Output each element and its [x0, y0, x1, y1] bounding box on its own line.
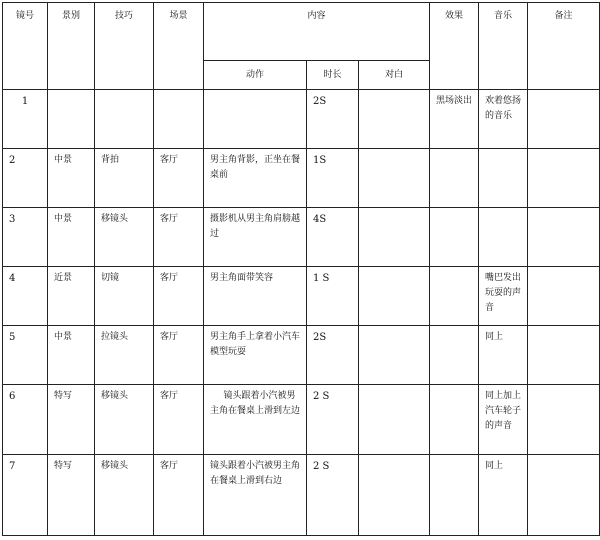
cell-remarks [528, 149, 600, 208]
cell-duration: 2 S [307, 455, 359, 536]
cell-remarks [528, 326, 600, 385]
header-dialogue: 对白 [359, 61, 430, 90]
cell-scale: 中景 [48, 149, 95, 208]
cell-action: 男主角面带笑容 [204, 267, 307, 326]
cell-scene [154, 90, 204, 149]
cell-technique: 背拍 [95, 149, 154, 208]
header-row [3, 3, 600, 61]
cell-effect: 黑场淡出 [430, 90, 479, 149]
cell-effect [430, 267, 479, 326]
header-action: 动作 [204, 61, 307, 90]
cell-shot: 4 [3, 267, 48, 326]
cell-effect [430, 455, 479, 536]
cell-technique: 拉镜头 [95, 326, 154, 385]
cell-scale: 中景 [48, 208, 95, 267]
cell-music [479, 149, 528, 208]
cell-technique: 移镜头 [95, 385, 154, 455]
table-row [3, 208, 600, 267]
cell-effect [430, 326, 479, 385]
cell-duration: 2 S [307, 385, 359, 455]
cell-technique: 切镜 [95, 267, 154, 326]
cell-shot: 7 [3, 455, 48, 536]
header-content: 内容 [204, 3, 430, 61]
header-technique: 技巧 [95, 3, 154, 90]
header-scene: 场景 [154, 3, 204, 90]
header-remarks: 备注 [528, 3, 600, 90]
header-duration: 时长 [307, 61, 359, 90]
cell-scene: 客厅 [154, 326, 204, 385]
cell-duration: 1S [307, 149, 359, 208]
cell-scene: 客厅 [154, 208, 204, 267]
cell-dialogue [359, 455, 430, 536]
cell-shot: 2 [3, 149, 48, 208]
table-row [3, 267, 600, 326]
cell-scale: 特写 [48, 385, 95, 455]
cell-remarks [528, 455, 600, 536]
cell-action: 男主角手上拿着小汽车模型玩耍 [204, 326, 307, 385]
cell-effect [430, 208, 479, 267]
cell-shot: 1 [3, 90, 48, 149]
storyboard-table [2, 2, 600, 536]
header-music: 音乐 [479, 3, 528, 90]
cell-dialogue [359, 385, 430, 455]
cell-action [204, 90, 307, 149]
cell-remarks [528, 385, 600, 455]
cell-technique [95, 90, 154, 149]
cell-dialogue [359, 267, 430, 326]
cell-duration: 4S [307, 208, 359, 267]
cell-music: 同上 [479, 455, 528, 536]
cell-remarks [528, 267, 600, 326]
cell-scale: 中景 [48, 326, 95, 385]
cell-dialogue [359, 149, 430, 208]
cell-scene: 客厅 [154, 267, 204, 326]
table-row [3, 149, 600, 208]
cell-shot: 3 [3, 208, 48, 267]
cell-effect [430, 149, 479, 208]
cell-dialogue [359, 208, 430, 267]
cell-scale [48, 90, 95, 149]
table-row [3, 326, 600, 385]
cell-scene: 客厅 [154, 385, 204, 455]
header-shot: 镜号 [3, 3, 48, 90]
cell-duration: 2S [307, 326, 359, 385]
header-scale: 景别 [48, 3, 95, 90]
cell-technique: 移镜头 [95, 455, 154, 536]
cell-duration: 1 S [307, 267, 359, 326]
cell-music: 嘴巴发出玩耍的声音 [479, 267, 528, 326]
cell-action: 镜头跟着小汽被男主角在餐桌上滑到左边 [204, 385, 307, 455]
cell-scene: 客厅 [154, 455, 204, 536]
cell-dialogue [359, 326, 430, 385]
cell-duration: 2S [307, 90, 359, 149]
cell-remarks [528, 90, 600, 149]
cell-shot: 6 [3, 385, 48, 455]
cell-music: 同上 [479, 326, 528, 385]
cell-action: 男主角背影，正坐在餐桌前 [204, 149, 307, 208]
header-effect: 效果 [430, 3, 479, 90]
cell-effect [430, 385, 479, 455]
table-row [3, 455, 600, 536]
cell-music: 同上加上汽车轮子的声音 [479, 385, 528, 455]
cell-scale: 近景 [48, 267, 95, 326]
cell-scale: 特写 [48, 455, 95, 536]
cell-action: 摄影机从男主角肩膀越过 [204, 208, 307, 267]
cell-scene: 客厅 [154, 149, 204, 208]
table-row [3, 385, 600, 455]
cell-shot: 5 [3, 326, 48, 385]
cell-music: 欢着悠扬的音乐 [479, 90, 528, 149]
cell-action: 镜头跟着小汽被男主角在餐桌上滑到右边 [204, 455, 307, 536]
cell-dialogue [359, 90, 430, 149]
cell-remarks [528, 208, 600, 267]
cell-music [479, 208, 528, 267]
table-row [3, 90, 600, 149]
cell-technique: 移镜头 [95, 208, 154, 267]
